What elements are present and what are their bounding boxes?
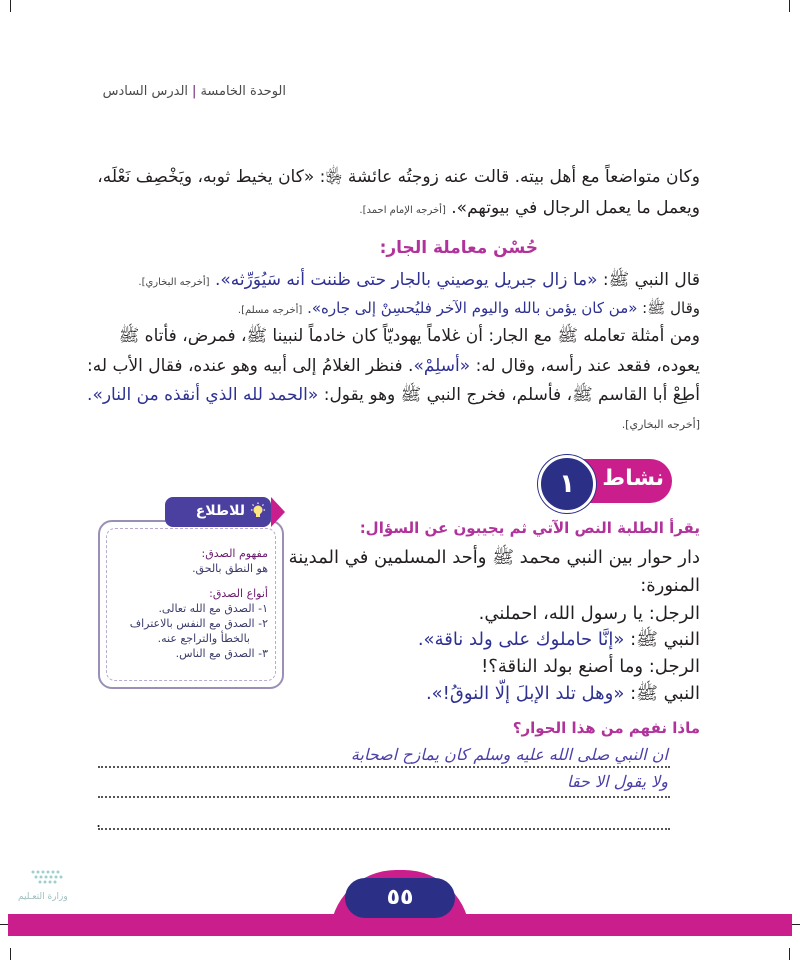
dialog-intro-2: المنورة: xyxy=(640,575,700,596)
crop-mark xyxy=(789,948,790,960)
info-box-content xyxy=(130,546,268,661)
citation: [أخرجه البخاري]. xyxy=(621,418,700,431)
type-item: ٢- الصدق مع النفس بالاعتراف xyxy=(129,617,268,630)
story-line-2: يعوده، فقعد عند رأسه، وقال له: «أسلِمْ». فنظر الغلامُ إلى أبيه وهو عنده، فقال الأب له: xyxy=(87,356,700,376)
quote: «وهل تلد الإبلَ إلّا النوقُ!». xyxy=(425,683,625,704)
question: ماذا نفهم من هذا الحوار؟ xyxy=(512,719,700,737)
activity-instruction: يقرأ الطلبة النص الآتي ثم يجيبون عن السؤال: xyxy=(359,519,700,537)
section-title: حُسْن معاملة الجار: xyxy=(379,238,538,258)
intro-line-2: ويعمل ما يعمل الرجال في بيوتهم». [أخرجه الإمام احمد]. xyxy=(359,198,700,218)
crop-mark xyxy=(10,948,11,960)
types-title: أنواع الصدق: xyxy=(209,587,268,600)
type-item: ٣- الصدق مع الناس. xyxy=(175,647,268,660)
lightbulb-icon xyxy=(249,502,267,520)
activity-label: نشاط xyxy=(602,466,664,491)
ministry-logo-text: وزارة التعـليم xyxy=(18,892,68,902)
answer-line xyxy=(98,796,670,798)
page-number: ٥٥ xyxy=(345,878,455,918)
citation: [أخرجه مسلم]. xyxy=(237,305,303,316)
dialog-line: النبي ﷺ: «إنَّا حاملوك على ولد ناقة». xyxy=(417,629,700,650)
info-tab-label: للاطلاع xyxy=(195,503,245,519)
hadith-quote: «ما زال جبريل يوصيني بالجار حتى ظننت أنه سَيُوَرِّثه». xyxy=(214,270,598,290)
lesson-label: الدرس السادس xyxy=(102,84,189,99)
unit-label: الوحدة الخامسة xyxy=(200,84,286,99)
quote: «إنَّا حاملوك على ولد ناقة». xyxy=(417,629,625,650)
dialog-line: الرجل: وما أصنع بولد الناقة؟! xyxy=(481,656,700,677)
concept-body: هو النطق بالحق. xyxy=(192,562,268,575)
end-dot: . xyxy=(96,812,102,831)
info-tab xyxy=(165,497,271,527)
type-item: ١- الصدق مع الله تعالى. xyxy=(158,602,268,615)
running-header xyxy=(103,84,286,99)
quote: «أسلِمْ» xyxy=(413,356,471,376)
activity-number: ١ xyxy=(538,455,596,513)
type-item: بالخطأ والتراجع عنه. xyxy=(157,632,250,645)
answer-handwriting[interactable]: ان النبي صلى الله عليه وسلم كان يمازح اصحابة xyxy=(350,745,668,764)
citation: [أخرجه البخاري]. xyxy=(138,277,210,288)
crop-mark xyxy=(789,0,790,12)
hadith-line-2: وقال ﷺ: «من كان يؤمن بالله واليوم الآخر فليُحسِنْ إلى جاره». [أخرجه مسلم]. xyxy=(237,299,700,317)
answer-line xyxy=(98,828,670,830)
ministry-logo-icon xyxy=(28,868,68,890)
answer-line xyxy=(98,766,670,768)
hadith-line-1: قال النبي ﷺ: «ما زال جبريل يوصيني بالجار حتى ظننت أنه سَيُوَرِّثه». [أخرجه البخاري]. xyxy=(138,270,700,290)
dialog-intro-1: دار حوار بين النبي محمد ﷺ وأحد المسلمين في المدينة xyxy=(288,547,700,568)
story-line-1: ومن أمثلة تعامله ﷺ مع الجار: أن غلاماً يهوديّاً كان خادماً لنبينا ﷺ، فمرض، فأتاه ﷺ xyxy=(118,326,700,346)
header-divider: | xyxy=(192,84,197,99)
hadith-quote: «من كان يؤمن بالله واليوم الآخر فليُحسِنْ إلى جاره». xyxy=(307,299,638,317)
crop-mark xyxy=(10,0,11,12)
dialog-line: النبي ﷺ: «وهل تلد الإبلَ إلّا النوقُ!». xyxy=(425,683,700,704)
concept-title: مفهوم الصدق: xyxy=(201,547,268,560)
story-line-3: أطِعْ أبا القاسم ﷺ، فأسلم، فخرج النبي ﷺ وهو يقول: «الحمد لله الذي أنقذه من النار». xyxy=(87,385,700,405)
dialog-line: الرجل: يا رسول الله، احملني. xyxy=(478,603,700,624)
answer-handwriting[interactable]: ولا يقول الا حقا xyxy=(567,772,668,791)
info-tab-arrow xyxy=(271,497,285,527)
citation: [أخرجه الإمام احمد]. xyxy=(359,205,446,216)
intro-line-1: وكان متواضعاً مع أهل بيته. قالت عنه زوجتُه عائشة ﵂: «كان يخيط ثوبه، ويَخْصِف نَعْلَه، xyxy=(97,167,700,187)
quote: «الحمد لله الذي أنقذه من النار». xyxy=(87,385,319,405)
